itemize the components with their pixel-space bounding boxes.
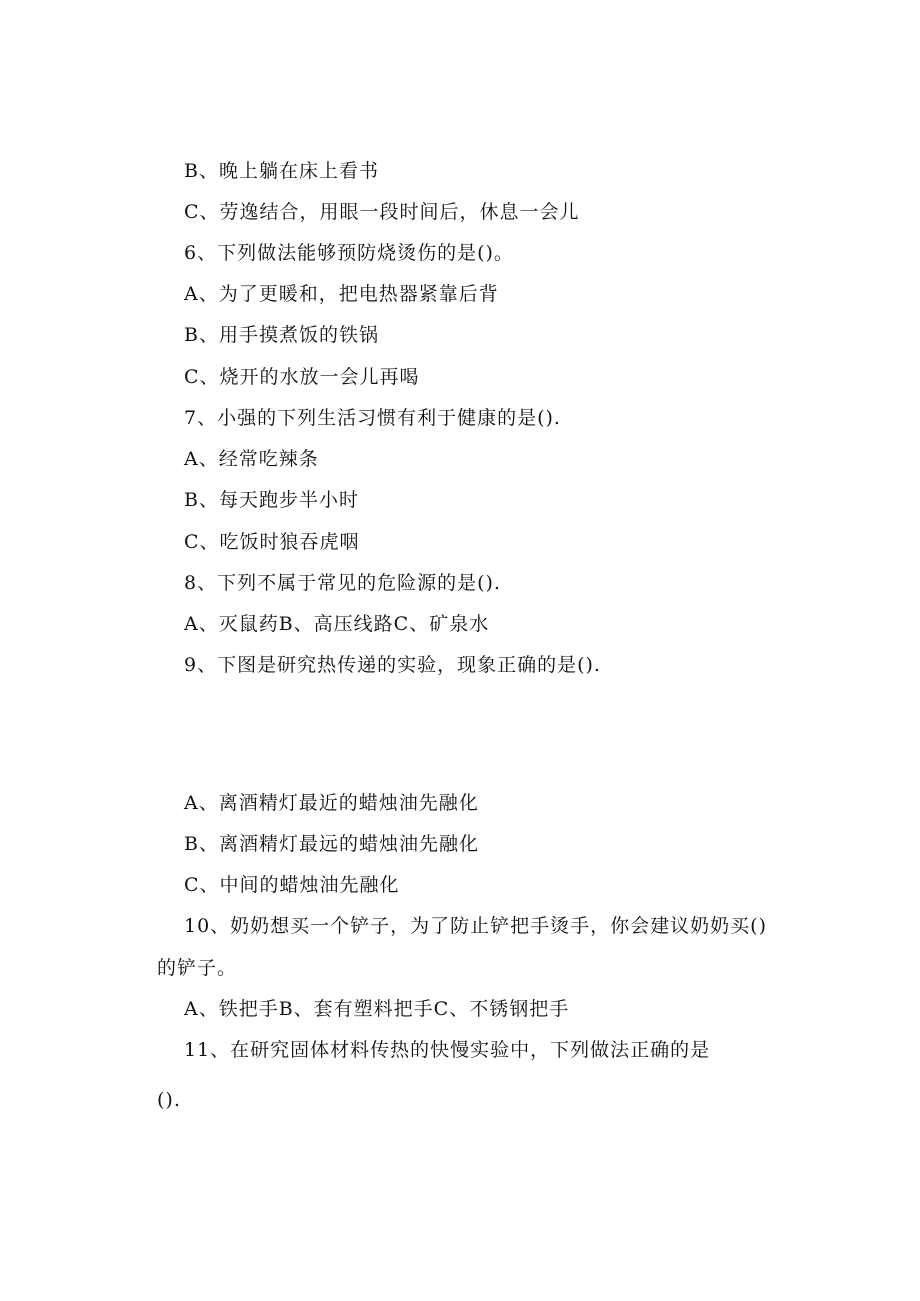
option-c-q6: C、烧开的水放一会儿再喝 — [184, 366, 420, 388]
question-9: 9、下图是研究热传递的实验，现象正确的是(). — [184, 654, 601, 676]
option-b-q9: B、离酒精灯最远的蜡烛油先融化 — [184, 833, 479, 855]
question-10: 10、奶奶想买一个铲子，为了防止铲把手烫手，你会建议奶奶买() — [184, 915, 768, 937]
option-b-q6: B、用手摸煮饭的铁锅 — [184, 324, 379, 346]
question-11-continued: (). — [157, 1089, 181, 1111]
option-a-q6: A、为了更暖和，把电热器紧靠后背 — [184, 283, 499, 305]
option-b-q5: B、晚上躺在床上看书 — [184, 160, 379, 182]
option-c-q5: C、劳逸结合，用眼一段时间后，休息一会儿 — [184, 201, 580, 223]
question-10-continued: 的铲子。 — [157, 957, 238, 979]
question-7: 7、小强的下列生活习惯有利于健康的是(). — [184, 407, 561, 429]
question-8: 8、下列不属于常见的危险源的是(). — [184, 572, 501, 594]
option-c-q7: C、吃饭时狼吞虎咽 — [184, 531, 360, 553]
option-b-q7: B、每天跑步半小时 — [184, 489, 359, 511]
question-11: 11、在研究固体材料传热的快慢实验中，下列做法正确的是 — [184, 1039, 711, 1061]
options-q10: A、铁把手B、套有塑料把手C、不锈钢把手 — [184, 998, 570, 1020]
option-a-q9: A、离酒精灯最近的蜡烛油先融化 — [184, 792, 479, 814]
question-6: 6、下列做法能够预防烧烫伤的是()。 — [184, 242, 514, 264]
option-a-q7: A、经常吃辣条 — [184, 448, 319, 470]
options-q8: A、灭鼠药B、高压线路C、矿泉水 — [184, 613, 490, 635]
option-c-q9: C、中间的蜡烛油先融化 — [184, 874, 400, 896]
